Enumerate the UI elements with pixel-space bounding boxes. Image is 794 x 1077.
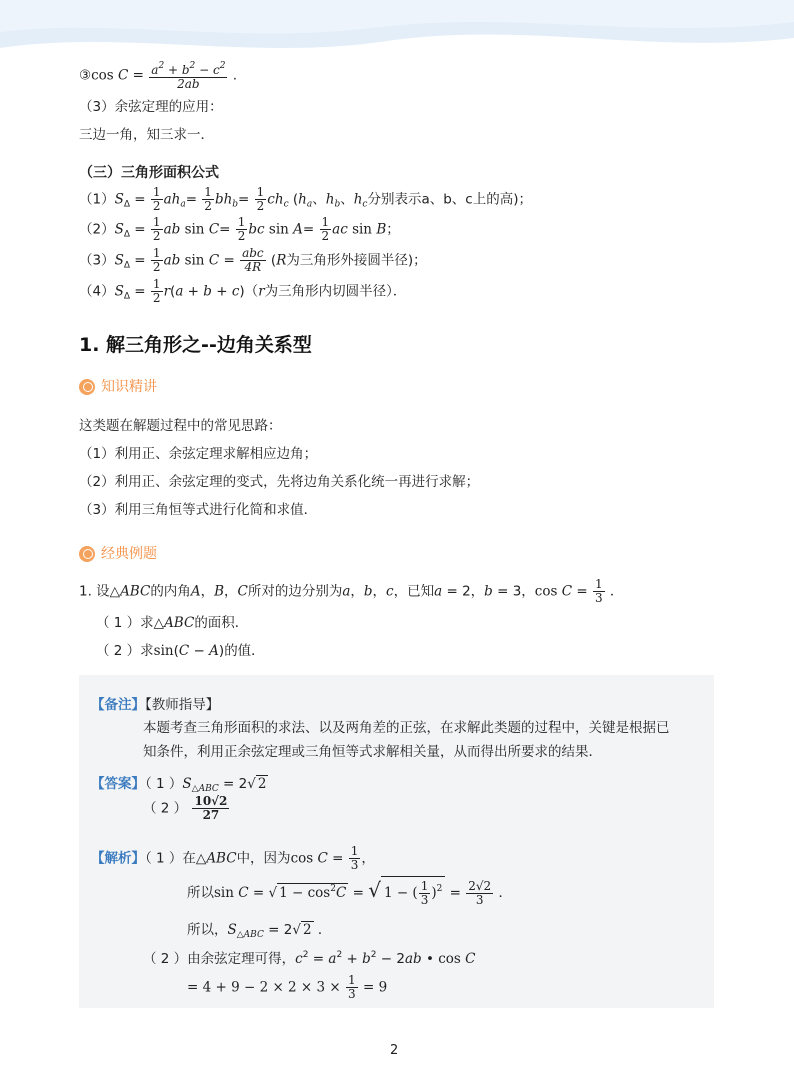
analysis-1-mid: 中，因为 [236, 850, 291, 867]
note-title: 【教师指导】 [145, 697, 220, 713]
area-formula-1: $(1)S_\Delta$ = $\frac{1}{2}$ $ah_a=$ $\frac{1}{2}$ $bh_b=$ $\frac{1}{2}$ $ch_c$ ($h_a$、$h_b$、$h_c$分别表示a、b、c上的高)； [79, 185, 532, 213]
q-mid2: 所对的边分别为 [247, 583, 343, 600]
header-wave-decoration [0, 0, 794, 60]
analysis-2-prefix: （ 2 ）由余弦定理可得， [143, 951, 296, 967]
bulb-icon [79, 379, 95, 395]
analysis-so: 所以 [187, 885, 214, 901]
q2-tail: 的值． [224, 643, 265, 659]
knowledge-header [79, 376, 157, 396]
formula-3-tail: . [232, 67, 238, 84]
example-header [79, 543, 157, 563]
section-title: 1. 解三角形之--边角关系型 [79, 334, 312, 356]
law-app-text: 三边一角，知三求一． [79, 127, 214, 143]
area-2-tail: ； [386, 221, 400, 238]
q1-prefix: （ 1 ）求 [96, 615, 154, 631]
answer-1-prefix: （ 1 ） [145, 776, 183, 792]
knowledge-label: 知识精讲 [101, 379, 157, 395]
area-3-note: 为三角形外接圆半径)； [286, 252, 427, 269]
q-mid3: ，已知 [393, 583, 435, 600]
note-text-2: 知条件，利用正余弦定理或三角恒等式求解相关量，从而得出所要求的结果． [143, 744, 602, 760]
example-q2: （ 2 ）求sin(C − A)的值． [96, 643, 265, 659]
analysis-area: 所以，$S_{\triangle ABC} = 2√$ 2 ． [187, 922, 332, 940]
area-formula-2: $(2)S_\Delta$ = $\frac{1}{2}$ ab sin C= $\frac{1}{2}$ bc sin A= $\frac{1}{2}$ ac sin B； [79, 215, 400, 243]
area-2-prefix: （2） [79, 221, 115, 238]
knowledge-item: （2）利用正、余弦定理的变式，先将边角关系化统一再进行求解； [79, 474, 480, 490]
analysis-1: 【解析】（ 1 ）在△ABC中，因为cos C = $\frac{1}{3}$ ， [91, 844, 375, 872]
cos-formula: ③cos C = $\frac{a^2 + b^2 - c^2}{2ab}$ . [79, 61, 238, 91]
analysis-2-calc: = 4 + 9 − 2 × 2 × 3 × $\frac{1}{3}$ = 9 [187, 973, 388, 1001]
example-q1: （ 1 ）求△ABC的面积． [96, 615, 249, 631]
q2-prefix: （ 2 ）求 [96, 643, 154, 659]
answer-1: 【答案】（ 1 ）$S_{\triangle ABC} = 2√$ 2 [91, 776, 267, 794]
area-3-prefix: （3） [79, 252, 115, 269]
note-tag: 【备注】 [91, 697, 145, 713]
area-1-prefix: （1） [79, 191, 115, 208]
analysis-2: （ 2 ）由余弦定理可得，$c^2 = a^2 + b^2 - 2ab$ • cos C [143, 950, 476, 967]
area-4-prefix: （4） [79, 283, 115, 300]
area-1-note: 分别表示a、b、c上的高)； [367, 191, 532, 208]
law-app-heading: （3）余弦定理的应用： [79, 99, 223, 115]
knowledge-item: （3）利用三角恒等式进行化简和求值． [79, 502, 318, 518]
analysis-sin: 所以sin C = √ $1 - \cos^2C$ = √ 1 − ( $\frac{1}{3}$ )$^2$ = $\frac{2√2}{3}$ ． [187, 876, 512, 910]
formula-3-prefix: ③ [79, 67, 92, 84]
analysis-so2: 所以， [187, 922, 228, 938]
answer-2: （ 2 ） $\frac{10√2}{27}$ [143, 794, 228, 822]
note-text-1: 本题考查三角形面积的求法、以及两角差的正弦，在求解此类题的过程中，关键是根据已 [143, 720, 670, 736]
knowledge-item: （1）利用正、余弦定理求解相应边角； [79, 446, 318, 462]
note-line [91, 693, 219, 713]
q1-tail: 的面积． [194, 615, 249, 631]
analysis-tag: 【解析】 [91, 850, 145, 867]
area-formula-3: $(3)S_\Delta$ = $\frac{1}{2}$ ab sin C = $\frac{\text{abc}}{4R}$ (R为三角形外接圆半径)； [79, 246, 427, 274]
q-mid: 的内角 [150, 583, 191, 600]
example-label: 经典例题 [101, 546, 157, 562]
area-formula-4: $(4)S_\Delta$ = $\frac{1}{2}$ r(a + b + c)（r为三角形内切圆半径）． [79, 277, 407, 305]
area-4-note: 为三角形内切圆半径）． [264, 283, 407, 300]
analysis-1-prefix: （ 1 ）在 [145, 850, 196, 867]
q-prefix: 1. 设 [79, 583, 110, 600]
example-question: 1. 设△ABC的内角A，B，C所对的边分别为a，b，c，已知a = 2，b = 3，cos C = $\frac{1}{3}$ ． [79, 577, 624, 605]
page-number: 2 [390, 1043, 399, 1058]
knowledge-intro: 这类题在解题过程中的常见思路： [79, 418, 282, 434]
bulb-icon [79, 546, 95, 562]
answer-2-prefix: （ 2 ） [143, 800, 188, 817]
answer-tag: 【答案】 [91, 776, 145, 792]
area-heading: （三）三角形面积公式 [79, 165, 219, 181]
